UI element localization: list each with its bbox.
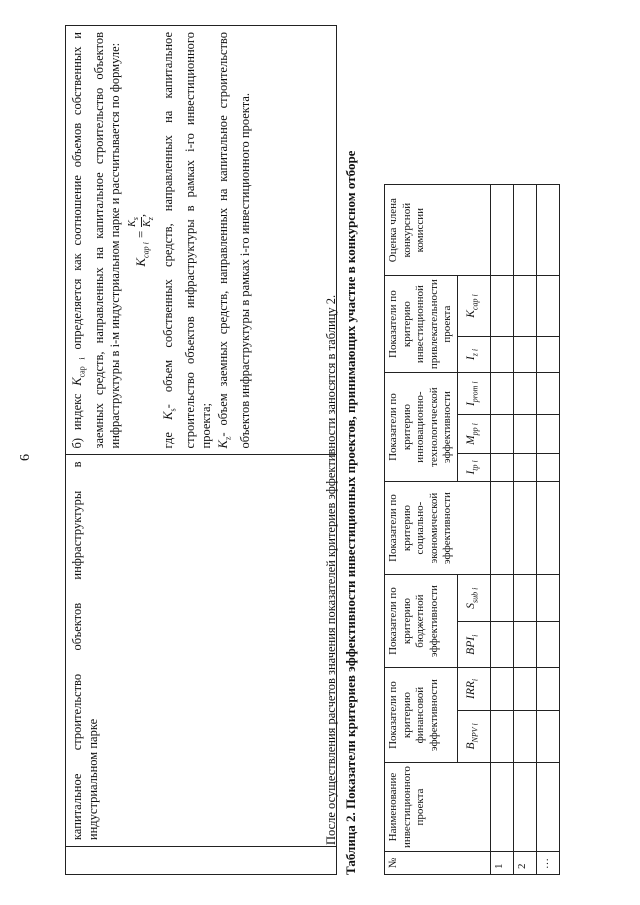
table-title: Таблица 2. Показатели критериев эффективности инвестиционных проектов, принимающих участие в конкурсном отборе [343, 150, 358, 875]
kz-definition: $K_z-$ объем заемных средств, направленных на капитальное строительство объектов инфраструктуры в рамках i-го инвестиционного проекта. [215, 32, 252, 449]
table-row [513, 185, 536, 875]
sub-header-irr: $IRR_i$ [457, 668, 490, 711]
header-budget: Показатели по критерию бюджетной эффективности [385, 575, 458, 668]
header-social: Показатели по критерию социально-экономической эффективности [385, 482, 491, 575]
sub-header-bpi: $BPI_i$ [457, 622, 490, 668]
formula-lhs: $K_{cap i}$ = [132, 230, 151, 267]
sub-header-itp: $I_{tp i}$ [457, 453, 490, 481]
empty-cell [66, 847, 337, 875]
header-innovation: Показатели по критерию инновационно-технологической эффективности [385, 373, 458, 482]
ks-definition: где $K_s-$ объем собственных средств, направленных на капитальное строительство объектов инфраструктуры в рамках i-го инвестиционного проекта; [161, 32, 214, 449]
header-project-name: Наименование инвестиционного проекта [385, 763, 491, 852]
header-investment: Показатели по критерию инвестиционной привлекательности проекта [385, 276, 458, 373]
formula-numerator: $K_s$ [127, 217, 141, 227]
header-commission: Оценка члена конкурсной комиссии [385, 185, 491, 276]
sub-header-bnpv: $B_{NPV i}$ [457, 710, 490, 762]
efficiency-indicators-table [384, 184, 560, 875]
criterion-description-cell [66, 26, 337, 455]
formula: $K_{cap i}$ = $K_s$ $K_z$ , [127, 213, 156, 267]
row-number: … [536, 852, 559, 875]
formula-denominator: $K_z$ [142, 217, 156, 227]
sub-header-kcap: $K_{cap i}$ [457, 276, 490, 337]
sub-header-iz: $I_{z i}$ [457, 336, 490, 372]
criteria-table-continuation [65, 25, 337, 875]
header-financial: Показатели по критерию финансовой эффективности [385, 668, 458, 763]
sub-header-ssub: $S_{sub i}$ [457, 575, 490, 622]
sub-header-iprom: $I_{prom i}$ [457, 373, 490, 415]
header-number: № [385, 852, 491, 875]
body-paragraph: После осуществления расчетов значения показателей критериев эффективности заносятся в таблицу 2. [324, 294, 338, 845]
criterion-name-cell: капитальное строительство объектов инфраструктуры в индустриальном парке [66, 455, 337, 847]
table-row [490, 185, 513, 875]
table-row [536, 185, 559, 875]
formula-fraction [127, 217, 156, 227]
row-number: 1 [490, 852, 513, 875]
page-number: 6 [18, 454, 33, 461]
row-number: 2 [513, 852, 536, 875]
index-definition: б) индекс $K_{cap i}$ определяется как соотношение объемов собственных и заемных средств, направленных на капитальное строительство объектов инфраструктуры в i-м индустриальном парке и рассчитывается по формуле: [70, 32, 123, 449]
sub-header-mpp: $M_{pp i}$ [457, 415, 490, 453]
